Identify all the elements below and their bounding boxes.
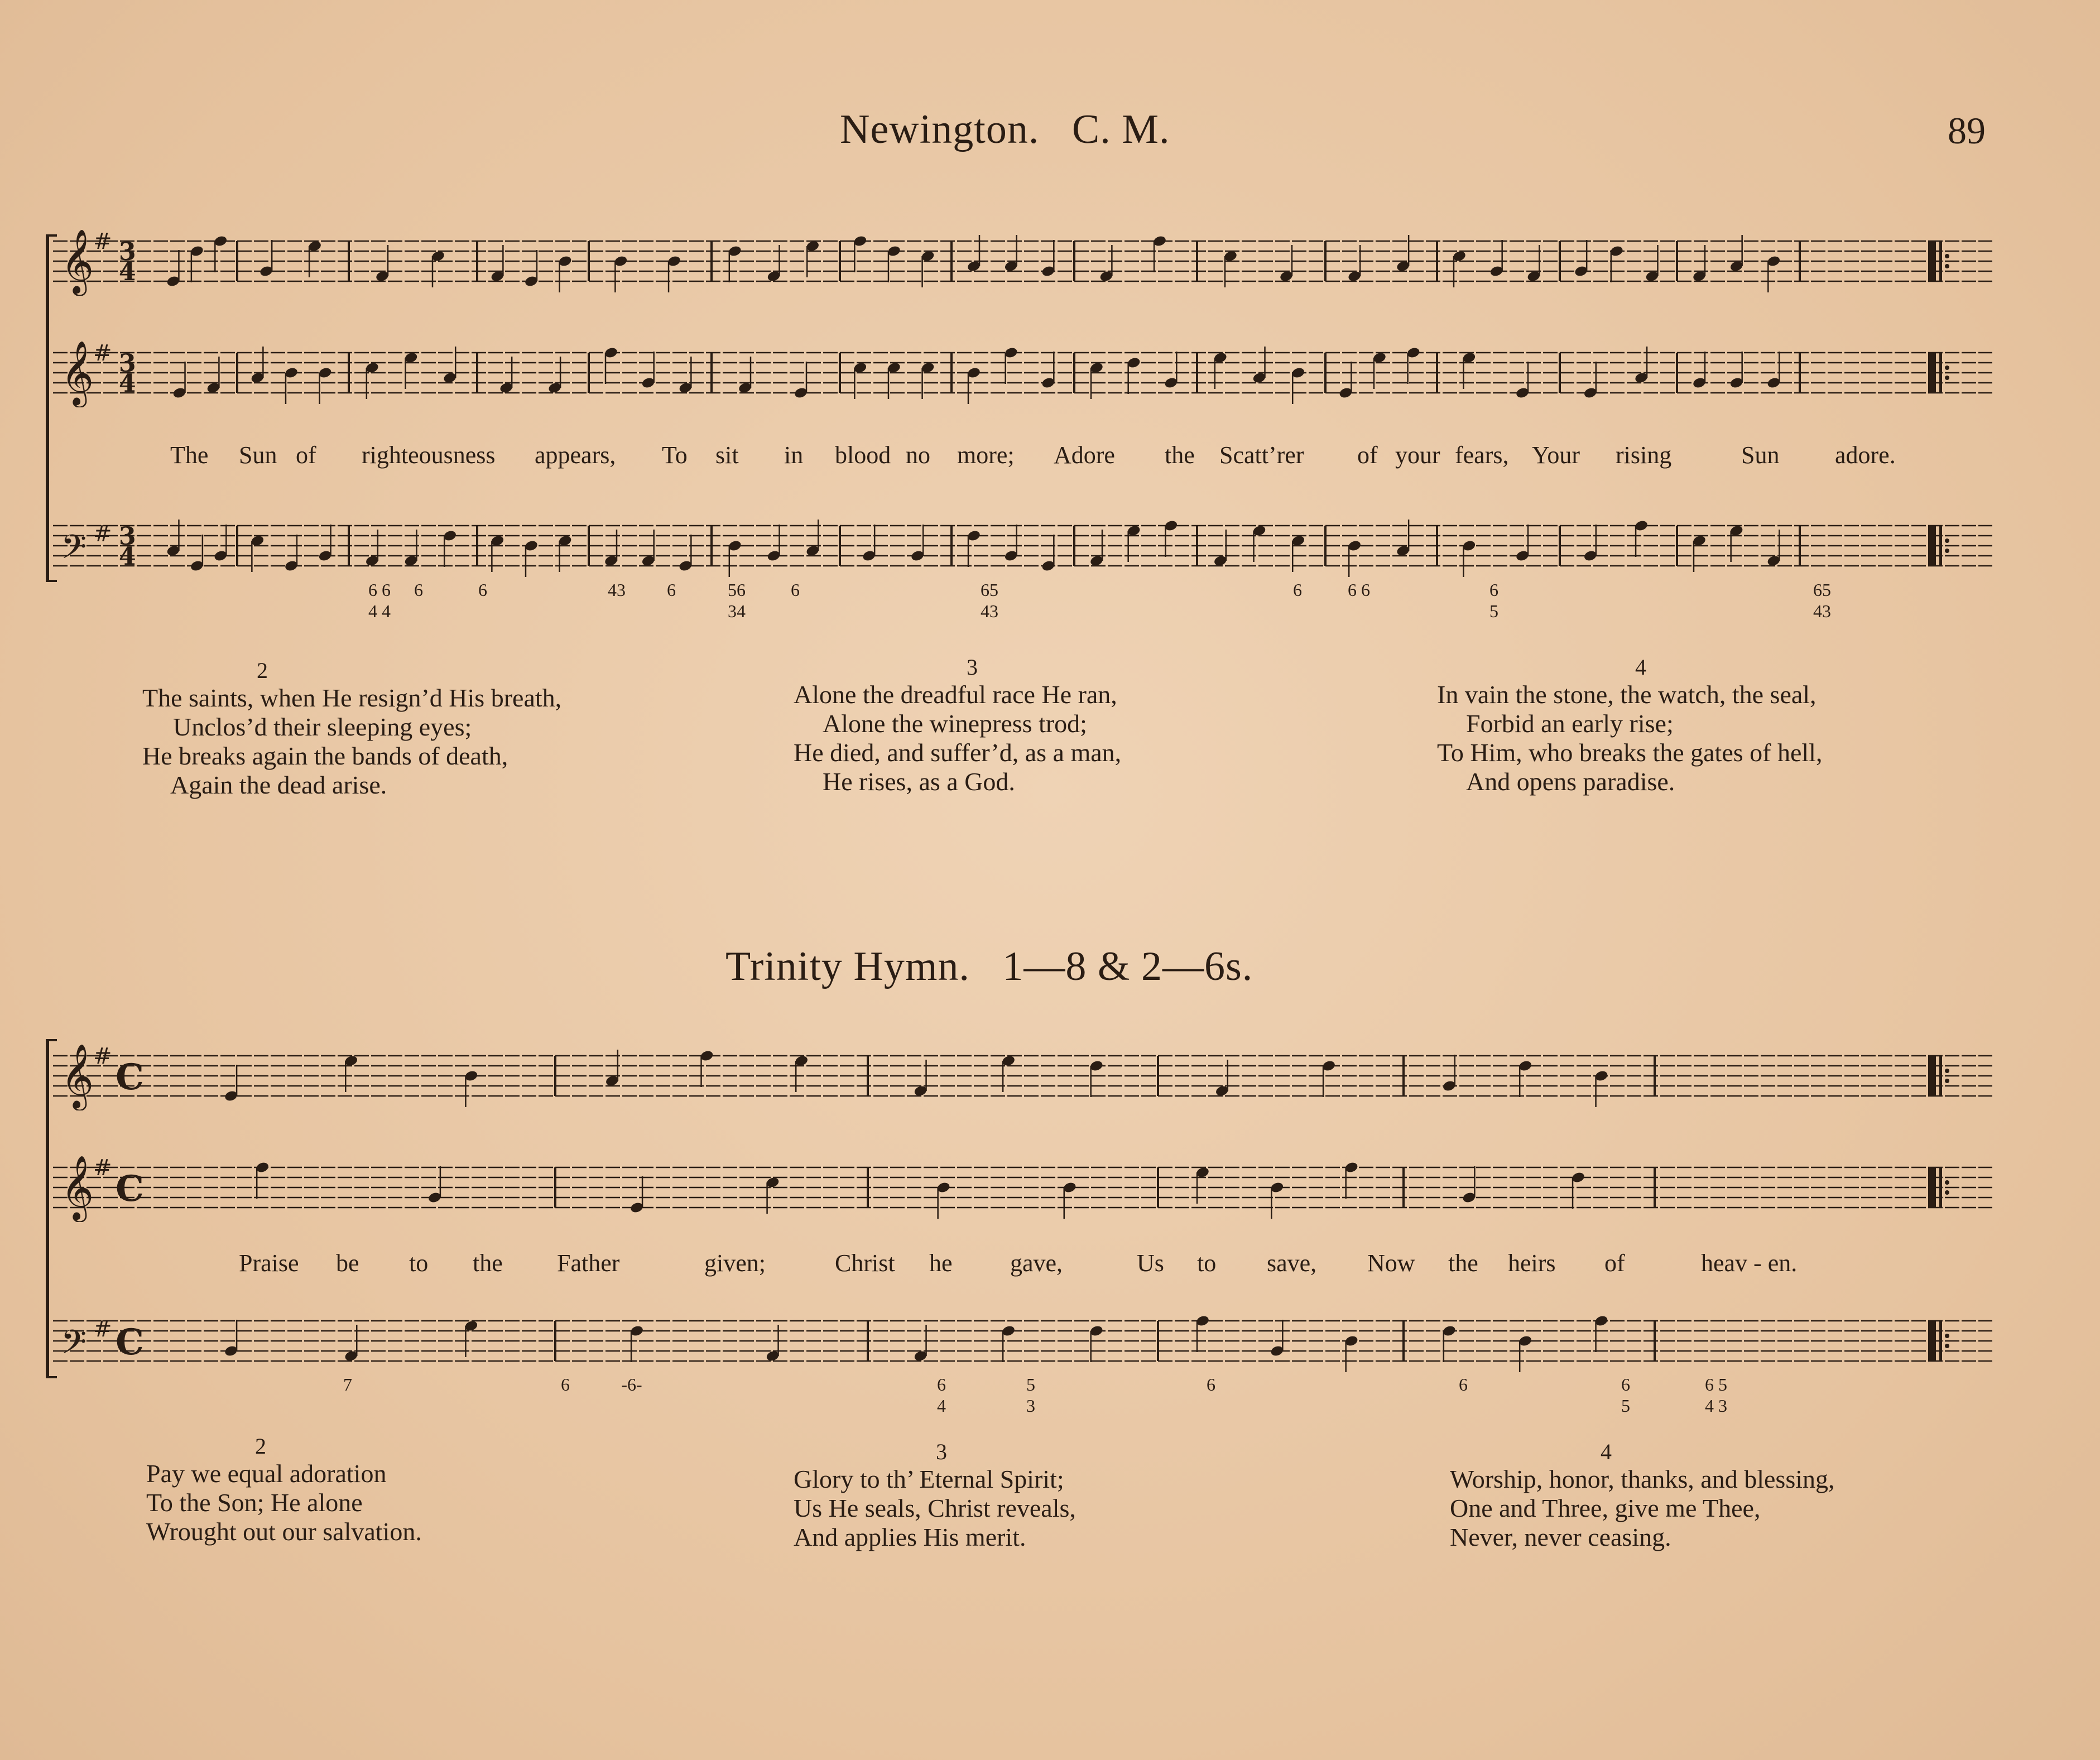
figure: 6 6 4 4 — [368, 580, 391, 621]
final-barline — [1928, 353, 1936, 393]
lyric-word: rising — [1616, 441, 1672, 469]
repeat-dot — [1945, 1180, 1949, 1185]
hymn-2-title — [725, 943, 1253, 990]
lyric-word: blood — [835, 441, 891, 469]
verse-line: To the Son; He alone — [146, 1488, 363, 1517]
figure: 6 5 — [1489, 580, 1498, 621]
final-barline-thin — [1939, 353, 1942, 393]
hymn-2-staff-treble-1 — [53, 1044, 1992, 1110]
hymn-1-figured-bass — [0, 579, 2100, 624]
lyric-word: Praise — [239, 1249, 299, 1277]
hymn-1-verse-4 — [1437, 654, 1939, 796]
lyric-word: Adore — [1054, 441, 1115, 469]
final-barline-thin — [1939, 241, 1942, 281]
figure: 43 — [608, 580, 626, 600]
hymn-2-staff-treble-1-svg — [53, 1044, 1992, 1110]
treble-clef-icon: 𝄞 — [61, 340, 94, 405]
verse-line: Pay we equal adoration — [146, 1459, 387, 1488]
verse-line: Forbid an early rise; — [1466, 709, 1674, 738]
hymn-1-staff-bass — [53, 513, 1992, 580]
time-signature-top: 3 — [119, 349, 136, 378]
verse-line: And opens paradise. — [1466, 767, 1675, 796]
final-barline-thin — [1939, 1167, 1942, 1208]
figure: 6 5 — [1621, 1374, 1630, 1416]
hymn-1-meter: C. M. — [1071, 107, 1170, 152]
figure: 6 — [791, 580, 800, 600]
lyric-word: Now — [1367, 1249, 1415, 1277]
figure: 6 5 4 3 — [1705, 1374, 1727, 1416]
hymn-1-verse-3 — [794, 654, 1296, 796]
time-signature-top: 3 — [119, 238, 136, 266]
key-signature-sharp: # — [93, 229, 112, 254]
lyric-word: in — [784, 441, 804, 469]
hymn-2-verse-4 — [1450, 1439, 1952, 1552]
treble-clef-icon: 𝄞 — [61, 229, 94, 294]
lyric-word: to — [409, 1249, 429, 1277]
verse-line: Glory to th’ Eternal Spirit; — [794, 1465, 1064, 1493]
figure: 6 — [478, 580, 487, 600]
verse-line: One and Three, give me Thee, — [1450, 1494, 1761, 1522]
key-signature-sharp: # — [93, 521, 112, 547]
time-signature-bottom: 4 — [119, 542, 136, 571]
time-signature-bottom: 4 — [119, 258, 136, 286]
hymn-2-meter: 1—8 & 2—6s. — [1002, 944, 1253, 989]
verse-number: 3 — [967, 655, 978, 680]
verse-line: Alone the winepress trod; — [823, 709, 1087, 738]
figure: 6 6 — [1348, 580, 1370, 600]
verse-line: To Him, who breaks the gates of hell, — [1437, 738, 1823, 767]
figure: 6 — [1293, 580, 1302, 600]
key-signature-sharp: # — [93, 340, 112, 366]
common-time-symbol: C — [116, 1321, 144, 1363]
lyric-word: The — [170, 441, 209, 469]
time-signature-top: 3 — [119, 522, 136, 551]
verse-line: He died, and suffer’d, as a man, — [794, 738, 1122, 767]
figure: 6 — [414, 580, 423, 600]
lyric-word: he — [929, 1249, 953, 1277]
bass-clef-icon: 𝄢 — [61, 1323, 87, 1369]
lyric-word: to — [1197, 1249, 1217, 1277]
lyric-word: the — [1448, 1249, 1478, 1277]
hymn-2-staff-bass-svg — [53, 1309, 1992, 1376]
key-signature-sharp: # — [93, 1155, 112, 1181]
verse-line: In vain the stone, the watch, the seal, — [1437, 680, 1817, 709]
lyric-word: Us — [1137, 1249, 1164, 1277]
lyric-word: save, — [1267, 1249, 1317, 1277]
hymn-2-staff-bass — [53, 1309, 1992, 1376]
hymn-2-figured-bass — [0, 1374, 2100, 1418]
hymn-1-verse-2 — [142, 657, 645, 800]
hymn-2-name: Trinity Hymn. — [725, 944, 970, 989]
hymn-1-staff-treble-1-svg — [53, 229, 1992, 296]
lyric-word: more; — [957, 441, 1015, 469]
hymn-1-lyrics — [0, 441, 2100, 474]
common-time-symbol: C — [116, 1168, 144, 1210]
figure: 65 43 — [1813, 580, 1831, 621]
repeat-dot — [1945, 538, 1949, 543]
lyric-word: Scatt’rer — [1219, 441, 1304, 469]
final-barline — [1928, 1321, 1936, 1361]
repeat-dot — [1945, 1344, 1949, 1348]
verse-line: The saints, when He resign’d His breath, — [142, 684, 562, 712]
time-signature-bottom: 4 — [119, 369, 136, 398]
figure: -6- — [621, 1374, 642, 1394]
hymn-2-staff-treble-2 — [53, 1155, 1992, 1222]
lyric-word: righteousness — [362, 441, 496, 469]
verse-line: Again the dead arise. — [170, 771, 387, 799]
lyric-word: no — [906, 441, 930, 469]
verse-line: Us He seals, Christ reveals, — [794, 1494, 1076, 1522]
lyric-word: adore. — [1835, 441, 1896, 469]
repeat-dot — [1945, 376, 1949, 380]
final-barline — [1928, 526, 1936, 566]
lyric-word: appears, — [535, 441, 616, 469]
hymn-1-staff-treble-2 — [53, 340, 1992, 407]
hymn-1-title — [840, 106, 1170, 153]
repeat-dot — [1945, 549, 1949, 553]
repeat-dot — [1945, 254, 1949, 258]
verse-number: 2 — [257, 658, 268, 683]
hymn-2-staff-treble-2-svg — [53, 1155, 1992, 1222]
final-barline — [1928, 1167, 1936, 1208]
verse-line: Unclos’d their sleeping eyes; — [173, 713, 472, 741]
lyric-word: Your — [1532, 441, 1580, 469]
verse-number: 4 — [1635, 655, 1646, 680]
hymn-2-lyrics — [0, 1249, 2100, 1282]
lyric-word: of — [296, 441, 316, 469]
key-signature-sharp: # — [93, 1316, 112, 1342]
figure: 5 3 — [1026, 1374, 1035, 1416]
lyric-word: heav - en. — [1701, 1249, 1798, 1277]
hymn-1-name: Newington. — [840, 107, 1040, 152]
lyric-word: be — [336, 1249, 359, 1277]
hymn-2-verse-3 — [794, 1439, 1296, 1552]
figure: 6 — [667, 580, 676, 600]
final-barline — [1928, 1056, 1936, 1096]
verse-number: 4 — [1601, 1439, 1612, 1464]
lyric-word: your — [1395, 441, 1440, 469]
lyric-word: Christ — [835, 1249, 895, 1277]
final-barline — [1928, 241, 1936, 281]
lyric-word: sit — [715, 441, 739, 469]
verse-number: 2 — [255, 1434, 266, 1459]
hymn-1-staff-treble-1 — [53, 229, 1992, 296]
figure: 56 34 — [728, 580, 746, 621]
verse-line: He rises, as a God. — [823, 767, 1015, 796]
repeat-dot — [1945, 1069, 1949, 1073]
lyric-word: Sun — [239, 441, 277, 469]
lyric-word: given; — [704, 1249, 766, 1277]
lyric-word: of — [1604, 1249, 1625, 1277]
verse-line: Wrought out our salvation. — [146, 1517, 422, 1546]
verse-line: Alone the dreadful race He ran, — [794, 680, 1117, 709]
lyric-word: fears, — [1455, 441, 1509, 469]
key-signature-sharp: # — [93, 1044, 112, 1069]
hymn-1-staff-treble-2-svg — [53, 340, 1992, 407]
treble-clef-icon: 𝄞 — [61, 1155, 94, 1220]
lyric-word: gave, — [1010, 1249, 1063, 1277]
hymn-2-verse-2 — [146, 1433, 648, 1546]
verse-line: He breaks again the bands of death, — [142, 742, 508, 770]
lyric-word: the — [473, 1249, 503, 1277]
bass-clef-icon: 𝄢 — [61, 527, 87, 574]
repeat-dot — [1945, 1079, 1949, 1083]
figure: 65 43 — [981, 580, 998, 621]
repeat-dot — [1945, 264, 1949, 268]
repeat-dot — [1945, 1334, 1949, 1338]
final-barline-thin — [1939, 1321, 1942, 1361]
verse-line: Never, never ceasing. — [1450, 1523, 1671, 1551]
lyric-word: Father — [557, 1249, 620, 1277]
verse-number: 3 — [936, 1439, 947, 1464]
page-number: 89 — [1948, 109, 1986, 152]
final-barline-thin — [1939, 526, 1942, 566]
lyric-word: Sun — [1741, 441, 1780, 469]
lyric-word: of — [1357, 441, 1378, 469]
treble-clef-icon: 𝄞 — [61, 1044, 94, 1108]
figure: 6 — [561, 1374, 570, 1394]
hymn-1-staff-bass-svg — [53, 513, 1992, 580]
lyric-word: the — [1165, 441, 1195, 469]
repeat-dot — [1945, 1190, 1949, 1195]
figure: 6 — [1459, 1374, 1468, 1394]
common-time-symbol: C — [116, 1056, 144, 1098]
figure: 6 4 — [937, 1374, 946, 1416]
lyric-word: heirs — [1508, 1249, 1556, 1277]
figure: 6 — [1207, 1374, 1215, 1394]
final-barline-thin — [1939, 1056, 1942, 1096]
verse-line: Worship, honor, thanks, and blessing, — [1450, 1465, 1835, 1493]
lyric-word: To — [662, 441, 688, 469]
repeat-dot — [1945, 366, 1949, 370]
figure: 7 — [343, 1374, 352, 1394]
verse-line: And applies His merit. — [794, 1523, 1026, 1551]
